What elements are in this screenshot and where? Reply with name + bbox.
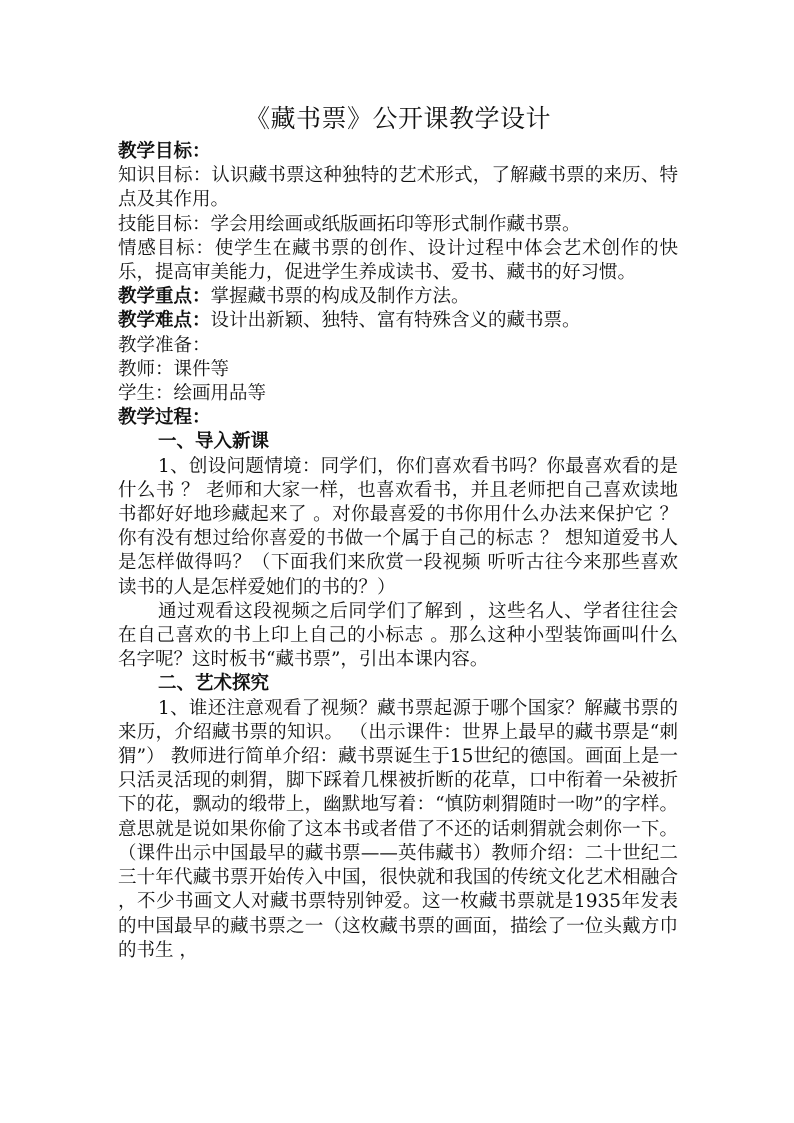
goals-heading: 教学目标： [118,141,211,162]
document-title: 《藏书票》公开课教学设计 [244,104,551,133]
prep-teacher: 教师：课件等 [118,358,230,380]
focus-label: 教学重点： [118,286,211,308]
document-page [118,102,678,963]
section1-heading: 一、导入新课 [158,431,270,453]
goal-emotion: 情感目标：使学生在藏书票的创作、设计过程中体会艺术创作的快乐，提高审美能力，促进学生养成读书、爱书、藏书的好习惯。 [118,237,678,284]
section2-heading: 二、艺术探究 [158,673,270,695]
section1-paragraph-1: 1、创设问题情境：同学们，你们喜欢看书吗？你最喜欢看的是什么书 ？ 老师和大家一样，也喜欢看书，并且老师把自己喜欢读地书都好好地珍藏起来了 。对你最喜爱的书你用什么办法来保护它 ？ 你有没有想过给你喜爱的书做一个属于自己的标志 ？ 想知道爱书人是怎样做得吗？（下面我们来欣赏一段视频 听听古往今来那些喜欢读书的人是怎样爱她们的书的？） [118,455,678,598]
teaching-difficulty [118,309,678,333]
goal-knowledge: 知识目标：认识藏书票这种独特的艺术形式，了解藏书票的来历、特点及其作用。 [118,165,678,211]
section1-paragraph-2: 通过观看这段视频之后同学们了解到 ，这些名人、学者往往会在自己喜欢的书上印上自己的小标志 。那么这种小型装饰画叫什么名字呢？这时板书“藏书票”，引出本课内容。 [118,600,678,671]
section2-paragraph-1: 1、谁还注意观看了视频？藏书票起源于哪个国家？解藏书票的来历，介绍藏书票的知识。 （出示课件：世界上最早的藏书票是“刺猬”） 教师进行简单介绍：藏书票诞生于15世纪的德国。画面上是一只活灵活现的刺猬，脚下踩着几棵被折断的花草，口中衔着一朵被折下的花，飘动的缎带上，幽默地写着：“慎防刺猬随时一吻”的字样。意思就是说如果你偷了这本书或者借了不还的话刺猬就会刺你一下。 （课件出示中国最早的藏书票——英伟藏书）教师介绍：二十世纪二三十年代藏书票开始传入中国，很快就和我国的传统文化艺术相融合 ，不少书画文人对藏书票特别钟爱。这一枚藏书票就是1935年发表的中国最早的藏书票之一（这枚藏书票的画面，描绘了一位头戴方巾的书生 ， [118,697,678,961]
focus-text: 掌握藏书票的构成及制作方法。 [210,286,470,308]
difficulty-label: 教学难点： [118,310,211,332]
teaching-focus [118,285,678,309]
prep-heading: 教学准备： [118,334,211,356]
process-heading: 教学过程： [118,407,211,429]
goal-skill: 技能目标：学会用绘画或纸版画拓印等形式制作藏书票。 [118,213,581,235]
difficulty-text: 设计出新颖、独特、富有特殊含义的藏书票。 [210,310,581,332]
prep-student: 学生：绘画用品等 [118,383,267,405]
